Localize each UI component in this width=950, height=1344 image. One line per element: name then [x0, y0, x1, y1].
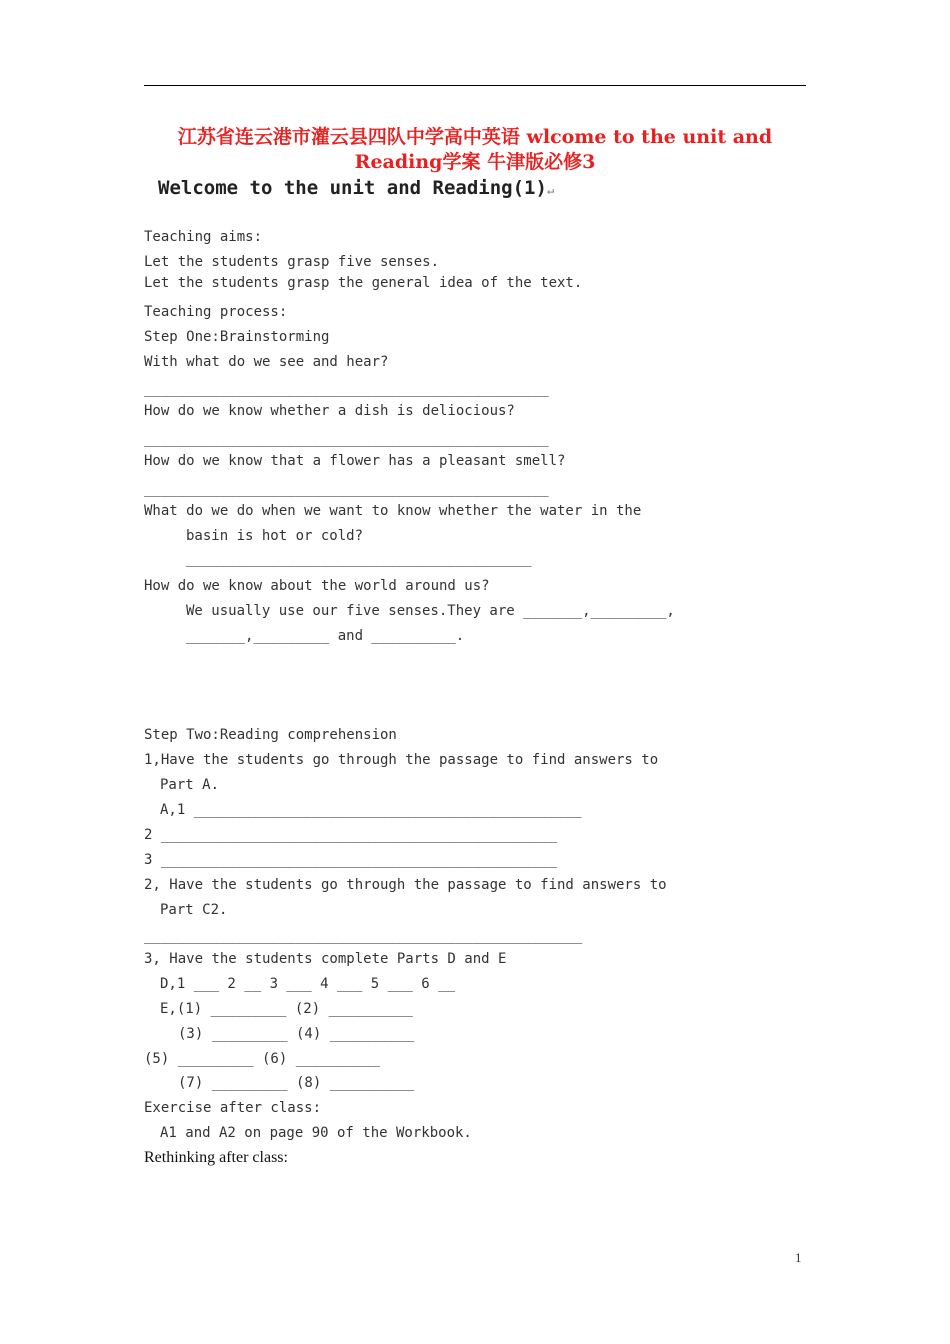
answer-blank: ________________________________________________	[144, 381, 549, 397]
answer-blank-row: D,1 ___ 2 __ 3 ___ 4 ___ 5 ___ 6 __	[160, 976, 456, 992]
answer-blank-row: E,(1) _________ (2) __________	[160, 1001, 413, 1017]
text-line: We usually use our five senses.They are _______,_________,	[186, 603, 675, 619]
text-line: 1,Have the students go through the passage to find answers to	[144, 752, 659, 768]
text-line: _______,_________ and __________.	[186, 628, 465, 644]
text-line: Part A.	[160, 777, 220, 793]
text-line: Let the students grasp the general idea of the text.	[144, 275, 583, 291]
text-line: 2, Have the students go through the passage to find answers to	[144, 877, 667, 893]
answer-blank: ________________________________________________	[144, 481, 549, 497]
answer-blank: ____________________________________________________	[144, 928, 583, 944]
text-line: Part C2.	[160, 902, 228, 918]
section-heading-text: Welcome to the unit and Reading(1)	[158, 177, 547, 199]
answer-blank: 2 _______________________________________________	[144, 827, 558, 843]
answer-blank-row: (5) _________ (6) __________	[144, 1051, 381, 1067]
text-line: Teaching process:	[144, 304, 288, 320]
rethinking-label: Rethinking after class:	[144, 1149, 288, 1166]
text-line: Let the students grasp five senses.	[144, 254, 440, 270]
text-line: Step Two:Reading comprehension	[144, 727, 397, 743]
text-line: 3, Have the students complete Parts D and E	[144, 951, 507, 967]
text-line: Teaching aims:	[144, 229, 263, 245]
text-line: How do we know about the world around us?	[144, 578, 490, 594]
answer-blank-row: (3) _________ (4) __________	[178, 1026, 415, 1042]
return-mark-icon: ↵	[546, 183, 555, 197]
text-line: With what do we see and hear?	[144, 354, 389, 370]
answer-blank-row: (7) _________ (8) __________	[178, 1075, 415, 1091]
header-rule	[144, 85, 806, 86]
page-number: 1	[795, 1250, 802, 1265]
text-line: How do we know that a flower has a pleasant smell?	[144, 453, 566, 469]
text-line: basin is hot or cold?	[186, 528, 364, 544]
document-title: 江苏省连云港市灌云县四队中学高中英语 wlcome to the unit and Reading学案 牛津版必修3	[177, 126, 773, 173]
answer-blank: A,1 ______________________________________________	[160, 802, 582, 818]
section-heading	[158, 177, 554, 199]
text-line: What do we do when we want to know whether the water in the	[144, 503, 642, 519]
text-line: How do we know whether a dish is deliocious?	[144, 403, 515, 419]
answer-blank: _________________________________________	[186, 551, 532, 567]
answer-blank: ________________________________________________	[144, 431, 549, 447]
text-line: Exercise after class:	[144, 1100, 322, 1116]
text-line: Step One:Brainstorming	[144, 329, 330, 345]
text-line: A1 and A2 on page 90 of the Workbook.	[160, 1125, 472, 1141]
answer-blank: 3 _______________________________________________	[144, 852, 558, 868]
